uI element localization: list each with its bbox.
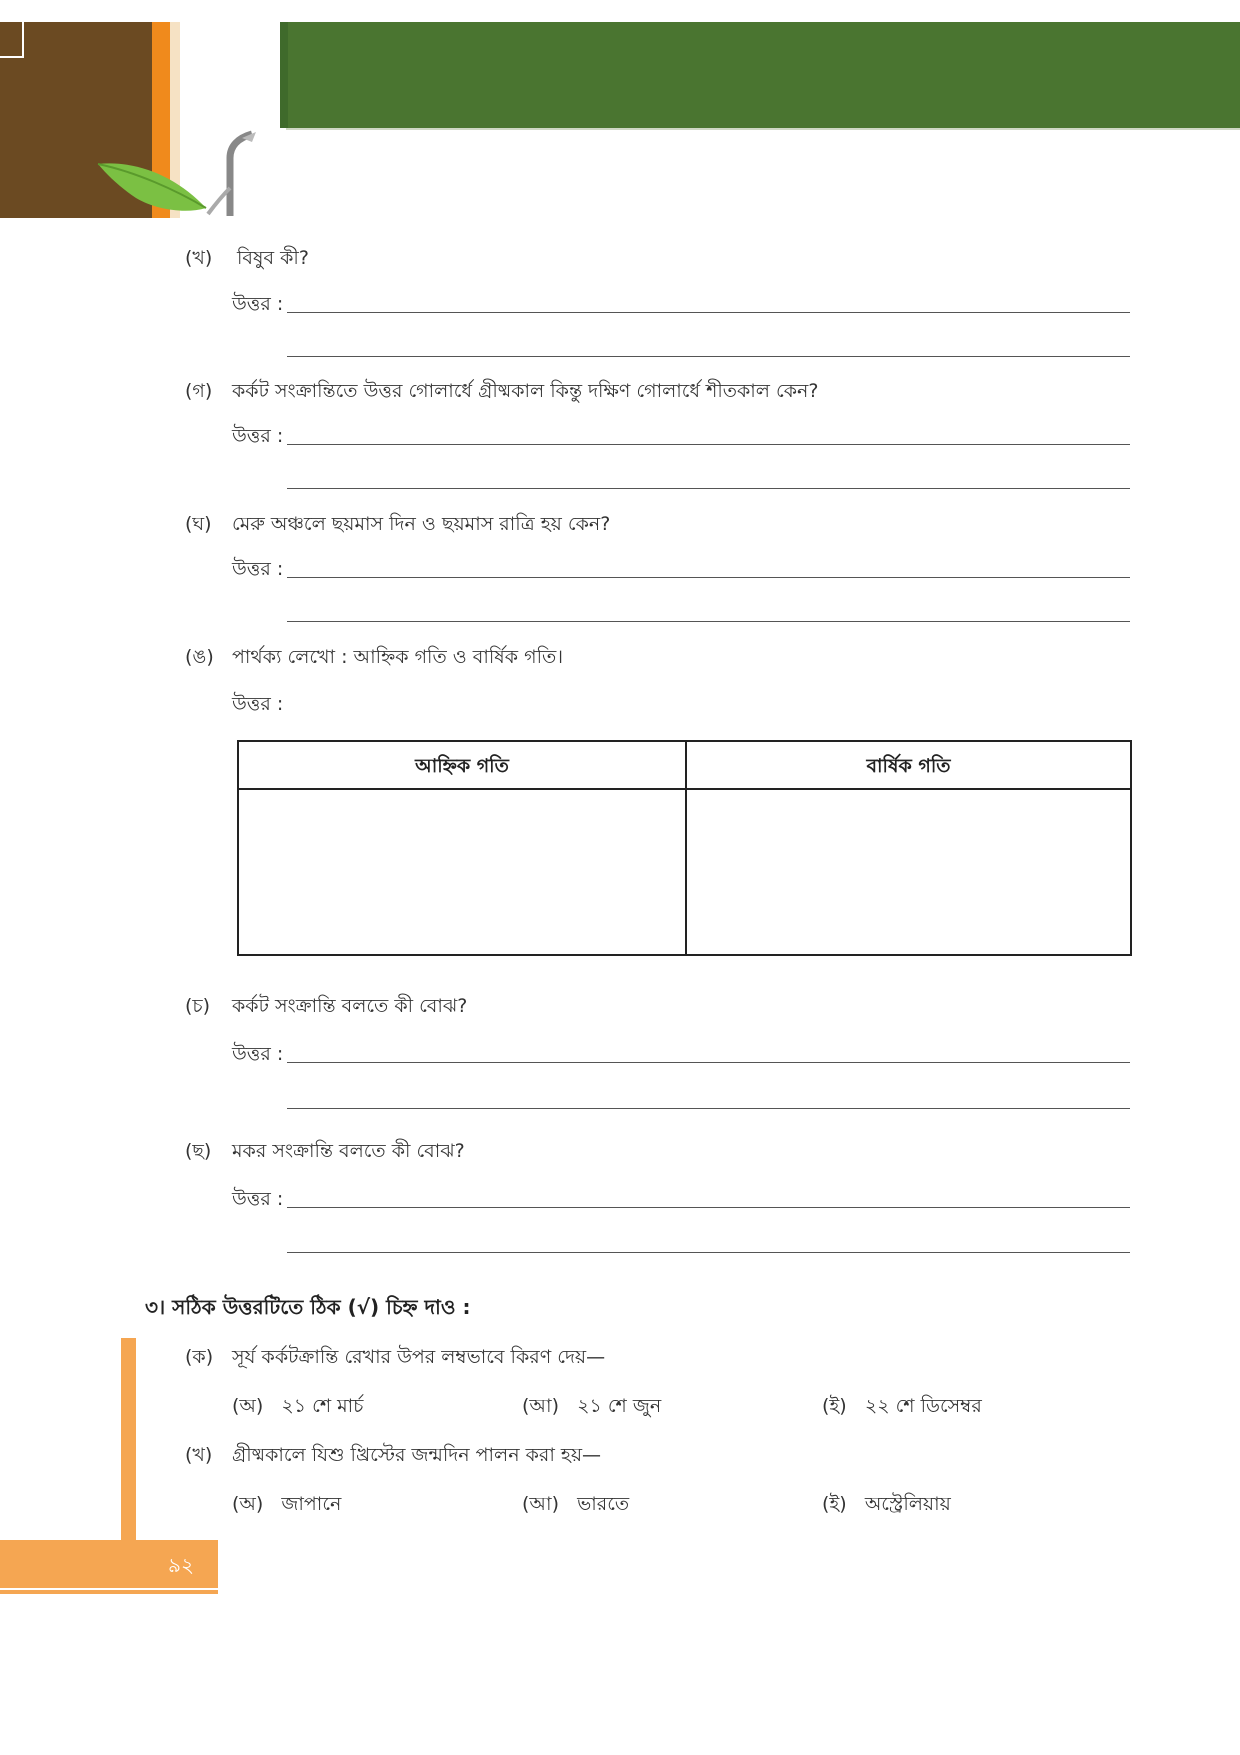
mcq-option[interactable] [522, 1490, 629, 1522]
option-label: (আ) [522, 1395, 559, 1417]
question-text: মেরু অঞ্চলে ছয়মাস দিন ও ছয়মাস রাত্রি হয় কেন? [232, 513, 611, 535]
option-label: (ই) [822, 1395, 847, 1417]
answer-label: উত্তর : [232, 425, 284, 447]
page-number-underline [0, 1590, 218, 1594]
page-number: ৯২ [168, 1553, 194, 1577]
option-text: জাপানে [281, 1493, 342, 1515]
answer-line[interactable] [287, 1062, 1130, 1063]
question-text: কর্কট সংক্রান্তি বলতে কী বোঝ? [232, 995, 468, 1017]
answer-line[interactable] [287, 356, 1130, 357]
answer-line[interactable] [287, 577, 1130, 578]
table-cell-revolution[interactable] [687, 790, 1130, 954]
section-title: ৩। সঠিক উত্তরটিতে ঠিক (√) চিহ্ন দাও : [145, 1295, 471, 1319]
answer-line[interactable] [287, 1108, 1130, 1109]
option-text: ভারতে [577, 1493, 630, 1515]
question-text: পার্থক্য লেখো : আহ্নিক গতি ও বার্ষিক গতি। [232, 646, 564, 668]
mcq-question: সূর্য কর্কটক্রান্তি রেখার উপর লম্বভাবে কিরণ দেয়— [232, 1346, 606, 1368]
option-label: (ই) [822, 1493, 847, 1515]
header-green-edge-left [280, 22, 288, 128]
question-text: কর্কট সংক্রান্তিতে উত্তর গোলার্ধে গ্রীষ্মকাল কিন্তু দক্ষিণ গোলার্ধে শীতকাল কেন? [232, 380, 819, 402]
answer-line[interactable] [287, 312, 1130, 313]
mcq-option[interactable] [232, 1490, 341, 1522]
sprout-icon [202, 128, 262, 218]
option-label: (অ) [232, 1395, 264, 1417]
question-text: বিষুব কী? [237, 247, 309, 269]
answer-label: উত্তর : [232, 1043, 284, 1065]
table-header-rotation: আহ্নিক গতি [415, 755, 509, 777]
header-green-band [280, 22, 1240, 128]
option-text: অস্ট্রেলিয়ায় [864, 1493, 951, 1515]
mcq-option[interactable] [232, 1392, 363, 1424]
answer-line[interactable] [287, 488, 1130, 489]
question-label: (গ) [185, 380, 213, 402]
answer-line[interactable] [287, 1252, 1130, 1253]
answer-label: উত্তর : [232, 693, 284, 715]
question-label: (খ) [185, 247, 213, 269]
corner-mark [0, 22, 24, 58]
question-label: (ঘ) [185, 513, 212, 535]
question-label: (ছ) [185, 1140, 212, 1162]
mcq-question: গ্রীষ্মকালে যিশু খ্রিস্টের জন্মদিন পালন করা হয়— [232, 1444, 602, 1466]
option-text: ২২ শে ডিসেম্বর [864, 1395, 982, 1417]
answer-label: উত্তর : [232, 293, 284, 315]
table-header-revolution: বার্ষিক গতি [866, 755, 951, 777]
option-label: (অ) [232, 1493, 264, 1515]
mcq-option[interactable] [822, 1490, 951, 1522]
mcq-option[interactable] [822, 1392, 982, 1424]
footer-orange-bar [121, 1338, 136, 1540]
option-text: ২১ শে মার্চ [281, 1395, 364, 1417]
mcq-label: (ক) [185, 1346, 214, 1368]
mcq-option[interactable] [522, 1392, 661, 1424]
option-text: ২১ শে জুন [577, 1395, 662, 1417]
option-label: (আ) [522, 1493, 559, 1515]
table-cell-rotation[interactable] [239, 790, 685, 954]
header-green-underline [286, 128, 1240, 130]
answer-label: উত্তর : [232, 558, 284, 580]
answer-label: উত্তর : [232, 1188, 284, 1210]
answer-line[interactable] [287, 621, 1130, 622]
answer-line[interactable] [287, 1207, 1130, 1208]
question-text: মকর সংক্রান্তি বলতে কী বোঝ? [232, 1140, 465, 1162]
answer-line[interactable] [287, 444, 1130, 445]
mcq-label: (খ) [185, 1444, 213, 1466]
question-label: (চ) [185, 995, 211, 1017]
question-label: (ঙ) [185, 646, 214, 668]
